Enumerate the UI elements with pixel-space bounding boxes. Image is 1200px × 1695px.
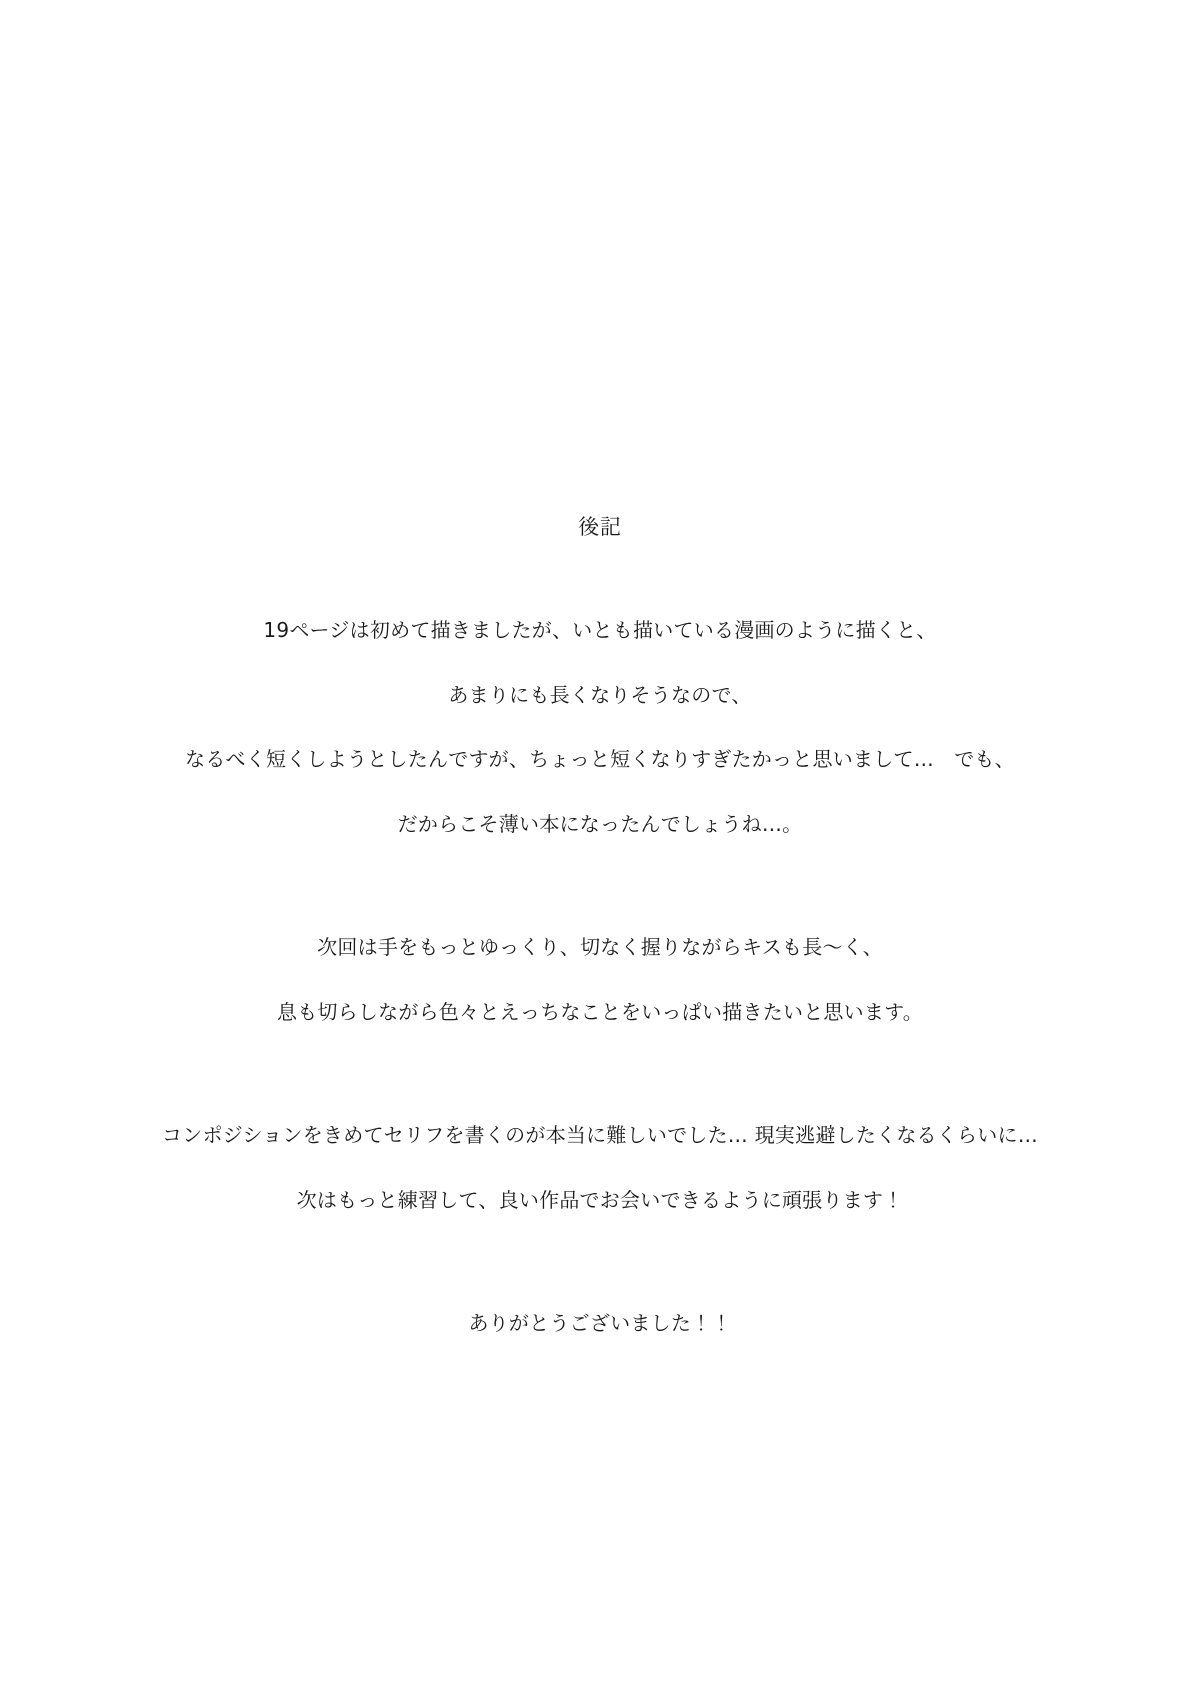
afterword-closing — [0, 1275, 1200, 1372]
afterword-line: 19ページは初めて描きましたが、いとも描いている漫画のように描くと、 — [263, 617, 937, 642]
afterword-paragraph-1 — [0, 582, 1200, 874]
afterword-line: コンポジションをきめてセリフを書くのが本当に難しいでした… 現実逃避したくなるくらいに… — [161, 1123, 1039, 1148]
afterword-line: なるべく短くしようとしたんですが、ちょっと短くなりすぎたかっと思いまして… でも、 — [185, 747, 1015, 772]
afterword-paragraph-2 — [0, 899, 1200, 1061]
afterword-line: 次回は手をもっとゆっくり、切なく握りながらキスも長〜く、 — [317, 935, 883, 960]
afterword-line: 息も切らしながら色々とえっちなことをいっぱい描きたいと思います。 — [276, 1000, 924, 1025]
afterword-line: 次はもっと練習して、良い作品でお会いできるように頑張ります！ — [296, 1188, 904, 1213]
afterword-line: あまりにも長くなりそうなので、 — [448, 682, 752, 707]
afterword-section — [0, 512, 1200, 1372]
afterword-line: だからこそ薄い本になったんでしょうね…。 — [397, 812, 803, 837]
afterword-paragraph-3 — [0, 1087, 1200, 1249]
afterword-line: ありがとうございました！！ — [468, 1311, 732, 1336]
page-title: 後記 — [578, 515, 622, 539]
